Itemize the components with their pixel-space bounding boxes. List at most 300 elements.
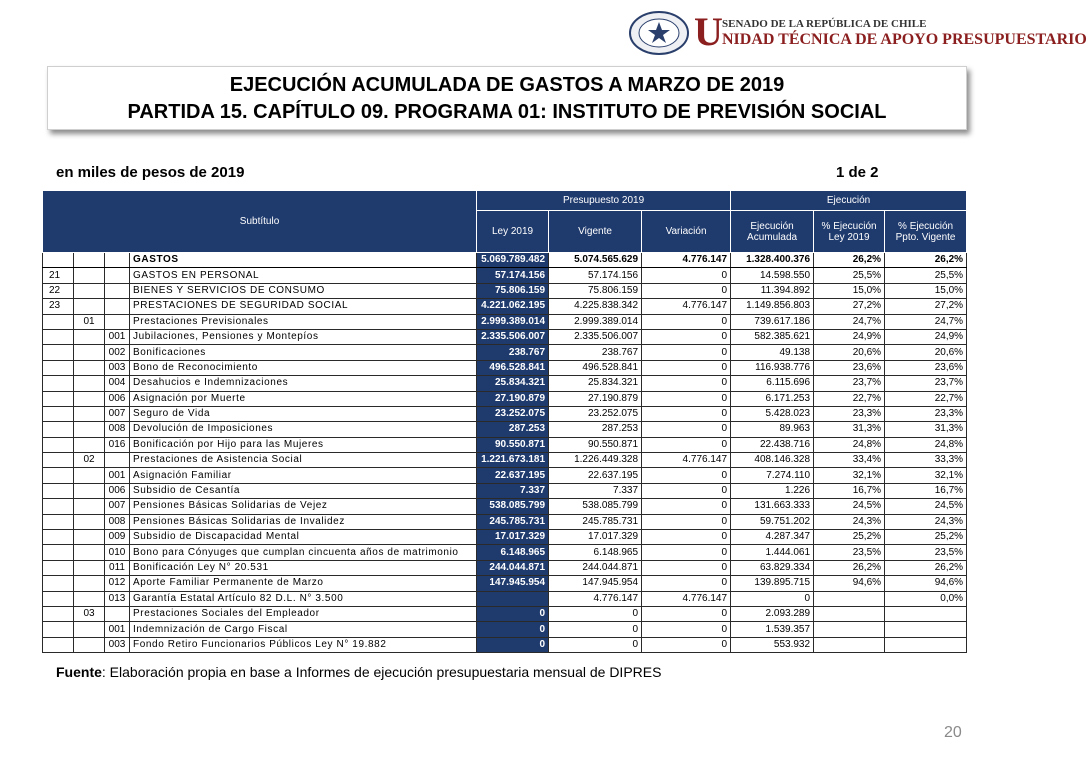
title-line1: EJECUCIÓN ACUMULADA DE GASTOS A MARZO DE 2019 [229,74,785,96]
cell-pct-vigente: 23,5% [885,545,967,560]
cell-asignacion: 011 [105,560,130,575]
cell-pct-vigente: 24,8% [885,437,967,452]
cell-variacion: 0 [642,406,731,421]
cell-pct-ley [814,637,885,652]
cell-variacion: 0 [642,268,731,283]
cell-denominacion: Bonificación Ley N° 20.531 [130,560,477,575]
header-presupuesto: Presupuesto 2019 [477,191,731,211]
cell-variacion: 0 [642,468,731,483]
cell-denominacion: Aporte Familiar Permanente de Marzo [130,576,477,591]
cell-denominacion: Jubilaciones, Pensiones y Montepíos [130,329,477,344]
cell-pct-vigente: 24,5% [885,499,967,514]
cell-subtitulo [43,453,74,468]
cell-pct-vigente: 15,0% [885,283,967,298]
cell-subtitulo [43,360,74,375]
table-row [43,530,967,545]
cell-asignacion: 001 [105,329,130,344]
cell-denominacion: Prestaciones Sociales del Empleador [130,606,477,621]
cell-subtitulo [43,637,74,652]
table-row [43,576,967,591]
cell-asignacion: 008 [105,514,130,529]
cell-vigente: 57.174.156 [549,268,642,283]
cell-pct-ley [814,622,885,637]
cell-denominacion: Subsidio de Discapacidad Mental [130,530,477,545]
page-title [47,66,967,130]
cell-denominacion: Bono para Cónyuges que cumplan cincuenta años de matrimonio [130,545,477,560]
cell-item [74,391,105,406]
cell-pct-vigente: 23,7% [885,376,967,391]
cell-item [74,576,105,591]
table-row [43,622,967,637]
cell-subtitulo [43,345,74,360]
cell-pct-ley: 23,7% [814,376,885,391]
cell-item [74,514,105,529]
cell-pct-ley: 25,5% [814,268,885,283]
cell-pct-vigente: 24,3% [885,514,967,529]
cell-ejecucion: 1.444.061 [731,545,814,560]
cell-denominacion: Pensiones Básicas Solidarias de Invalidez [130,514,477,529]
cell-asignacion [105,283,130,298]
cell-subtitulo [43,606,74,621]
cell-pct-ley: 22,7% [814,391,885,406]
cell-item [74,253,105,268]
cell-asignacion: 004 [105,376,130,391]
cell-vigente: 0 [549,622,642,637]
cell-denominacion: GASTOS [130,253,477,268]
cell-item [74,283,105,298]
cell-pct-ley: 20,6% [814,345,885,360]
cell-subtitulo [43,560,74,575]
cell-pct-vigente: 23,3% [885,406,967,421]
table-row [43,406,967,421]
cell-subtitulo [43,422,74,437]
cell-ley: 7.337 [477,483,549,498]
cell-vigente: 75.806.159 [549,283,642,298]
cell-pct-ley: 26,2% [814,253,885,268]
cell-ejecucion: 6.171.253 [731,391,814,406]
cell-pct-ley: 23,6% [814,360,885,375]
cell-ley: 244.044.871 [477,560,549,575]
cell-ejecucion: 582.385.621 [731,329,814,344]
cell-pct-ley: 24,5% [814,499,885,514]
table-row [43,637,967,652]
table-row [43,514,967,529]
header-ejecucion: Ejecución [731,191,967,211]
cell-pct-vigente: 25,5% [885,268,967,283]
source-text: : Elaboración propia en base a Informes de ejecución presupuestaria mensual de DIPRES [101,664,662,680]
cell-ley: 0 [477,606,549,621]
cell-subtitulo: 23 [43,299,74,314]
cell-subtitulo [43,376,74,391]
cell-ejecucion: 14.598.550 [731,268,814,283]
cell-pct-vigente: 24,9% [885,329,967,344]
table-row [43,591,967,606]
cell-asignacion [105,253,130,268]
header-vigente: Vigente [549,211,642,253]
cell-pct-vigente: 32,1% [885,468,967,483]
cell-denominacion: Bonificación por Hijo para las Mujeres [130,437,477,452]
cell-pct-ley: 33,4% [814,453,885,468]
table-row [43,283,967,298]
cell-variacion: 0 [642,422,731,437]
table-row [43,499,967,514]
cell-item [74,406,105,421]
cell-variacion: 0 [642,560,731,575]
cell-ejecucion: 6.115.696 [731,376,814,391]
brand-line2: NIDAD TÉCNICA DE APOYO PRESUPUESTARIO [722,31,1087,48]
cell-vigente: 0 [549,606,642,621]
cell-ejecucion: 1.226 [731,483,814,498]
cell-pct-ley: 94,6% [814,576,885,591]
cell-pct-vigente: 94,6% [885,576,967,591]
cell-ejecucion: 739.617.186 [731,314,814,329]
cell-vigente: 2.335.506.007 [549,329,642,344]
cell-ley: 90.550.871 [477,437,549,452]
cell-ejecucion: 4.287.347 [731,530,814,545]
cell-pct-vigente: 24,7% [885,314,967,329]
cell-pct-vigente: 25,2% [885,530,967,545]
cell-item: 03 [74,606,105,621]
budget-table [42,190,966,653]
cell-pct-vigente [885,606,967,621]
cell-item [74,376,105,391]
cell-pct-vigente [885,637,967,652]
cell-pct-ley [814,606,885,621]
cell-vigente: 23.252.075 [549,406,642,421]
cell-item [74,560,105,575]
cell-pct-ley: 15,0% [814,283,885,298]
units-note: en miles de pesos de 2019 [56,164,245,181]
cell-asignacion: 009 [105,530,130,545]
cell-vigente: 2.999.389.014 [549,314,642,329]
cell-asignacion: 003 [105,637,130,652]
cell-variacion: 0 [642,376,731,391]
cell-pct-vigente: 22,7% [885,391,967,406]
cell-variacion: 0 [642,576,731,591]
cell-ley: 2.999.389.014 [477,314,549,329]
cell-pct-ley: 24,9% [814,329,885,344]
cell-ejecucion: 116.938.776 [731,360,814,375]
table-row [43,345,967,360]
cell-pct-ley: 25,2% [814,530,885,545]
cell-asignacion: 006 [105,391,130,406]
cell-vigente: 245.785.731 [549,514,642,529]
cell-ejecucion: 5.428.023 [731,406,814,421]
cell-variacion: 4.776.147 [642,591,731,606]
cell-variacion: 0 [642,622,731,637]
cell-ley: 25.834.321 [477,376,549,391]
cell-ley: 496.528.841 [477,360,549,375]
cell-vigente: 17.017.329 [549,530,642,545]
cell-pct-ley: 31,3% [814,422,885,437]
cell-ley: 0 [477,637,549,652]
cell-asignacion: 003 [105,360,130,375]
cell-variacion: 4.776.147 [642,299,731,314]
cell-subtitulo [43,468,74,483]
cell-denominacion: Fondo Retiro Funcionarios Públicos Ley N° 19.882 [130,637,477,652]
table-row [43,391,967,406]
cell-pct-vigente [885,622,967,637]
cell-subtitulo [43,530,74,545]
cell-variacion: 0 [642,391,731,406]
cell-variacion: 4.776.147 [642,253,731,268]
cell-pct-ley: 16,7% [814,483,885,498]
table-body [43,253,967,653]
cell-ejecucion: 1.149.856.803 [731,299,814,314]
cell-subtitulo: 21 [43,268,74,283]
title-line2: PARTIDA 15. CAPÍTULO 09. PROGRAMA 01: INSTITUTO DE PREVISIÓN SOCIAL [127,101,887,123]
cell-ley: 22.637.195 [477,468,549,483]
cell-ley: 23.252.075 [477,406,549,421]
cell-ley: 245.785.731 [477,514,549,529]
cell-denominacion: GASTOS EN PERSONAL [130,268,477,283]
cell-subtitulo [43,406,74,421]
cell-item [74,422,105,437]
cell-denominacion: Bono de Reconocimiento [130,360,477,375]
cell-pct-ley: 24,7% [814,314,885,329]
cell-item: 01 [74,314,105,329]
table-row [43,545,967,560]
cell-denominacion: Prestaciones Previsionales [130,314,477,329]
cell-ley: 75.806.159 [477,283,549,298]
cell-subtitulo [43,483,74,498]
cell-pct-vigente: 16,7% [885,483,967,498]
cell-item [74,468,105,483]
cell-item [74,591,105,606]
table-row [43,422,967,437]
cell-asignacion [105,606,130,621]
cell-asignacion: 012 [105,576,130,591]
cell-vigente: 238.767 [549,345,642,360]
cell-subtitulo [43,499,74,514]
cell-asignacion: 006 [105,483,130,498]
cell-vigente: 90.550.871 [549,437,642,452]
table-row [43,437,967,452]
cell-variacion: 0 [642,545,731,560]
cell-denominacion: Asignación Familiar [130,468,477,483]
cell-pct-ley: 26,2% [814,560,885,575]
cell-ley: 2.335.506.007 [477,329,549,344]
cell-pct-ley: 24,8% [814,437,885,452]
cell-vigente: 538.085.799 [549,499,642,514]
cell-pct-ley [814,591,885,606]
source-note [56,664,661,680]
cell-ley: 27.190.879 [477,391,549,406]
cell-ley: 57.174.156 [477,268,549,283]
cell-ley: 0 [477,622,549,637]
cell-ejecucion: 408.146.328 [731,453,814,468]
cell-variacion: 0 [642,283,731,298]
cell-subtitulo [43,329,74,344]
page-number: 20 [944,724,962,741]
cell-vigente: 0 [549,637,642,652]
cell-ley: 238.767 [477,345,549,360]
cell-denominacion: Indemnización de Cargo Fiscal [130,622,477,637]
cell-ejecucion: 7.274.110 [731,468,814,483]
table-row [43,606,967,621]
cell-pct-ley: 24,3% [814,514,885,529]
source-label: Fuente [56,664,102,680]
cell-vigente: 496.528.841 [549,360,642,375]
table-row [43,299,967,314]
cell-item: 02 [74,453,105,468]
cell-variacion: 0 [642,499,731,514]
cell-denominacion: Asignación por Muerte [130,391,477,406]
cell-subtitulo [43,591,74,606]
cell-item [74,637,105,652]
cell-vigente: 1.226.449.328 [549,453,642,468]
senado-seal-logo [628,10,690,56]
header-ley: Ley 2019 [477,211,549,253]
cell-pct-ley: 32,1% [814,468,885,483]
cell-pct-vigente: 33,3% [885,453,967,468]
cell-ejecucion: 2.093.289 [731,606,814,621]
cell-vigente: 22.637.195 [549,468,642,483]
cell-ley: 538.085.799 [477,499,549,514]
cell-subtitulo [43,622,74,637]
table-row [43,376,967,391]
cell-variacion: 0 [642,514,731,529]
cell-ejecucion: 11.394.892 [731,283,814,298]
cell-ejecucion: 131.663.333 [731,499,814,514]
cell-asignacion: 007 [105,499,130,514]
cell-denominacion: Seguro de Vida [130,406,477,421]
cell-denominacion: Desahucios e Indemnizaciones [130,376,477,391]
cell-denominacion: Garantía Estatal Artículo 82 D.L. N° 3.500 [130,591,477,606]
cell-vigente: 7.337 [549,483,642,498]
cell-asignacion [105,299,130,314]
cell-pct-ley: 23,3% [814,406,885,421]
cell-subtitulo [43,391,74,406]
cell-subtitulo [43,545,74,560]
cell-ley [477,591,549,606]
cell-vigente: 287.253 [549,422,642,437]
cell-variacion: 0 [642,437,731,452]
cell-ley: 4.221.062.195 [477,299,549,314]
cell-ejecucion: 59.751.202 [731,514,814,529]
header-pct-ley: % Ejecución Ley 2019 [814,211,885,253]
cell-item [74,360,105,375]
header-pct-vigente: % Ejecución Ppto. Vigente [885,211,967,253]
cell-asignacion: 001 [105,468,130,483]
cell-ejecucion: 553.932 [731,637,814,652]
cell-item [74,329,105,344]
cell-denominacion: Bonificaciones [130,345,477,360]
cell-item [74,268,105,283]
cell-vigente: 4.776.147 [549,591,642,606]
cell-vigente: 147.945.954 [549,576,642,591]
cell-ejecucion: 63.829.334 [731,560,814,575]
cell-ley: 17.017.329 [477,530,549,545]
cell-ejecucion: 0 [731,591,814,606]
brand-letter: U [694,9,723,54]
table-row [43,483,967,498]
cell-subtitulo [43,437,74,452]
cell-ejecucion: 139.895.715 [731,576,814,591]
cell-denominacion: Subsidio de Cesantía [130,483,477,498]
header-subtitulo: Subtítulo [43,191,477,253]
cell-pct-vigente: 20,6% [885,345,967,360]
cell-item [74,299,105,314]
cell-subtitulo [43,314,74,329]
cell-asignacion [105,314,130,329]
cell-variacion: 0 [642,329,731,344]
cell-pct-ley: 23,5% [814,545,885,560]
cell-denominacion: Devolución de Imposiciones [130,422,477,437]
cell-vigente: 25.834.321 [549,376,642,391]
cell-ley: 1.221.673.181 [477,453,549,468]
cell-variacion: 0 [642,483,731,498]
cell-item [74,499,105,514]
cell-pct-vigente: 26,2% [885,253,967,268]
cell-asignacion: 008 [105,422,130,437]
cell-item [74,530,105,545]
cell-variacion: 0 [642,360,731,375]
brand-line1: SENADO DE LA REPÚBLICA DE CHILE [722,18,927,30]
cell-subtitulo: 22 [43,283,74,298]
cell-pct-vigente: 31,3% [885,422,967,437]
cell-pct-ley: 27,2% [814,299,885,314]
cell-item [74,545,105,560]
cell-asignacion: 016 [105,437,130,452]
cell-denominacion: Prestaciones de Asistencia Social [130,453,477,468]
cell-subtitulo [43,514,74,529]
cell-asignacion: 013 [105,591,130,606]
table-row [43,268,967,283]
table-row [43,360,967,375]
cell-ejecucion: 22.438.716 [731,437,814,452]
cell-pct-vigente: 27,2% [885,299,967,314]
cell-subtitulo [43,576,74,591]
cell-asignacion: 002 [105,345,130,360]
cell-asignacion [105,453,130,468]
cell-ley: 147.945.954 [477,576,549,591]
cell-ejecucion: 49.138 [731,345,814,360]
cell-item [74,345,105,360]
table-row [43,468,967,483]
cell-denominacion: Pensiones Básicas Solidarias de Vejez [130,499,477,514]
cell-asignacion [105,268,130,283]
cell-variacion: 0 [642,606,731,621]
cell-variacion: 0 [642,314,731,329]
cell-ley: 287.253 [477,422,549,437]
cell-ejecucion: 89.963 [731,422,814,437]
cell-ley: 5.069.789.482 [477,253,549,268]
cell-ejecucion: 1.539.357 [731,622,814,637]
table-row [43,453,967,468]
cell-item [74,437,105,452]
table-row [43,329,967,344]
cell-denominacion: PRESTACIONES DE SEGURIDAD SOCIAL [130,299,477,314]
cell-asignacion: 001 [105,622,130,637]
cell-asignacion: 010 [105,545,130,560]
cell-denominacion: BIENES Y SERVICIOS DE CONSUMO [130,283,477,298]
cell-variacion: 0 [642,637,731,652]
cell-asignacion: 007 [105,406,130,421]
cell-vigente: 4.225.838.342 [549,299,642,314]
cell-pct-vigente: 26,2% [885,560,967,575]
header-ejecucion-acumulada: Ejecución Acumulada [731,211,814,253]
cell-vigente: 27.190.879 [549,391,642,406]
cell-ley: 6.148.965 [477,545,549,560]
page-of-indicator: 1 de 2 [836,164,879,181]
cell-variacion: 4.776.147 [642,453,731,468]
cell-subtitulo [43,253,74,268]
cell-vigente: 5.074.565.629 [549,253,642,268]
cell-variacion: 0 [642,345,731,360]
cell-variacion: 0 [642,530,731,545]
cell-ejecucion: 1.328.400.376 [731,253,814,268]
